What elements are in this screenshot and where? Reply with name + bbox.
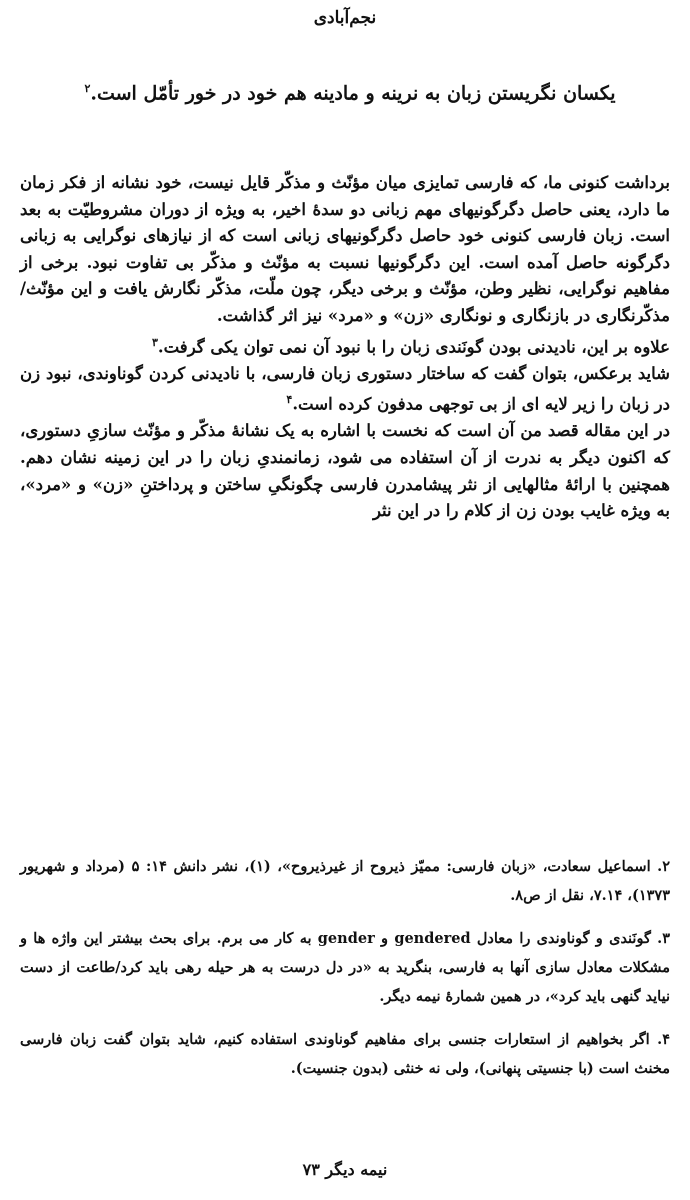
opening-line	[60, 82, 640, 104]
paragraph-3-text: شاید برعکس، بتوان گفت که ساختار دستوری زبان فارسی، با نادیدنی کردن گوناوندی، نبود زن در زبان را زیر لایه ای از بی توجهی مدفون کرده است.	[20, 363, 670, 414]
footnote-4: ۴. اگر بخواهیم از استعارات جنسی برای مفاهیم گوناوندی استفاده کنیم، شاید بتوان گفت زبان فارسی مخنث است (با جنسیتی پنهانی)، ولی نه خنثی (بدون جنسیت).	[20, 1031, 670, 1077]
paragraph-2	[20, 330, 670, 361]
footnote-ref-2[interactable]: ۲	[84, 82, 91, 95]
opening-line-text: یکسان نگریستن زبان به نرینه و مادینه هم خود در خور تأمّل است.	[90, 82, 616, 105]
footnote-ref-4[interactable]: ۴	[286, 393, 293, 407]
paragraph-3	[20, 361, 670, 419]
footnote-2: ۲. اسماعیل سعادت، «زبان فارسی: ممیّز ذیروح از غیرذیروح»، (۱)، نشر دانش ۱۴: ۵ (مرداد و شهریور ۱۳۷۳)، ۷.۱۴، نقل از ص۸.	[20, 858, 670, 904]
body-text	[20, 170, 670, 525]
footnote-ref-3[interactable]: ۳	[151, 335, 158, 349]
paragraph-2-text: علاوه بر این، نادیدنی بودن گونَندی زبان را با نبود آن نمی توان یکی گرفت.	[157, 337, 670, 357]
page-number: نیمه دیگر ۷۳	[302, 1160, 388, 1179]
running-head: نجم‌آبادی	[313, 8, 377, 28]
footnote-3: ۳. گونَندی و گوناوندی را معادل gendered و gender به کار می برم. برای بحث بیشتر این واژه ها و مشکلات معادل سازی آنها به فارسی، بنگرید به «در دل درست به هر حیله رهی باید کرد/طاعت از دست نیاید گنهی باید کرد»، در همین شمارهٔ نیمه دیگر.	[20, 930, 670, 1005]
paragraph-4: در این مقاله قصد من آن است که نخست با اشاره به یک نشانهٔ مذکّر و مؤنّث سازیِ دستوری، که اکنون دیگر به ندرت از آن استفاده می شود، زمانمندیِ زبان را در این زمینه نشان دهم. همچنین با ارائهٔ مثالهایی از نثر پیشامدرن فارسی چگونگیِ ساختن و پرداختنِ «زن» و «مرد»، به ویژه غایب بودن زن از کلام را در این نثر	[20, 421, 670, 521]
paragraph-1: برداشت کنونی ما، که فارسی تمایزی میان مؤنّث و مذکّر قایل نیست، خود نشانه از فکر زمان ما دارد، یعنی حاصل دگرگونیهای مهم زبانی دو سدهٔ اخیر، به ویژه از دوران مشروطیّت به بعد است. زبان فارسی کنونی خود حاصل دگرگونیهای زبانی است که از نیازهای نوگرایی به زبانی دگرگونه حاصل آمده است. این دگرگونیها نسبت به مؤنّث و مذکّر بی تفاوت نبود. برخی از مفاهیم نوگرایی، نظیر وطن، مؤنّث و برخی دیگر، چون ملّت، مذکّر نگارش یافت و این مؤنّث/مذکّرنگاری در بازنگاری و نونگاری «زن» و «مرد» نیز اثر گذاشت.	[20, 173, 670, 325]
footnotes	[20, 852, 670, 1097]
